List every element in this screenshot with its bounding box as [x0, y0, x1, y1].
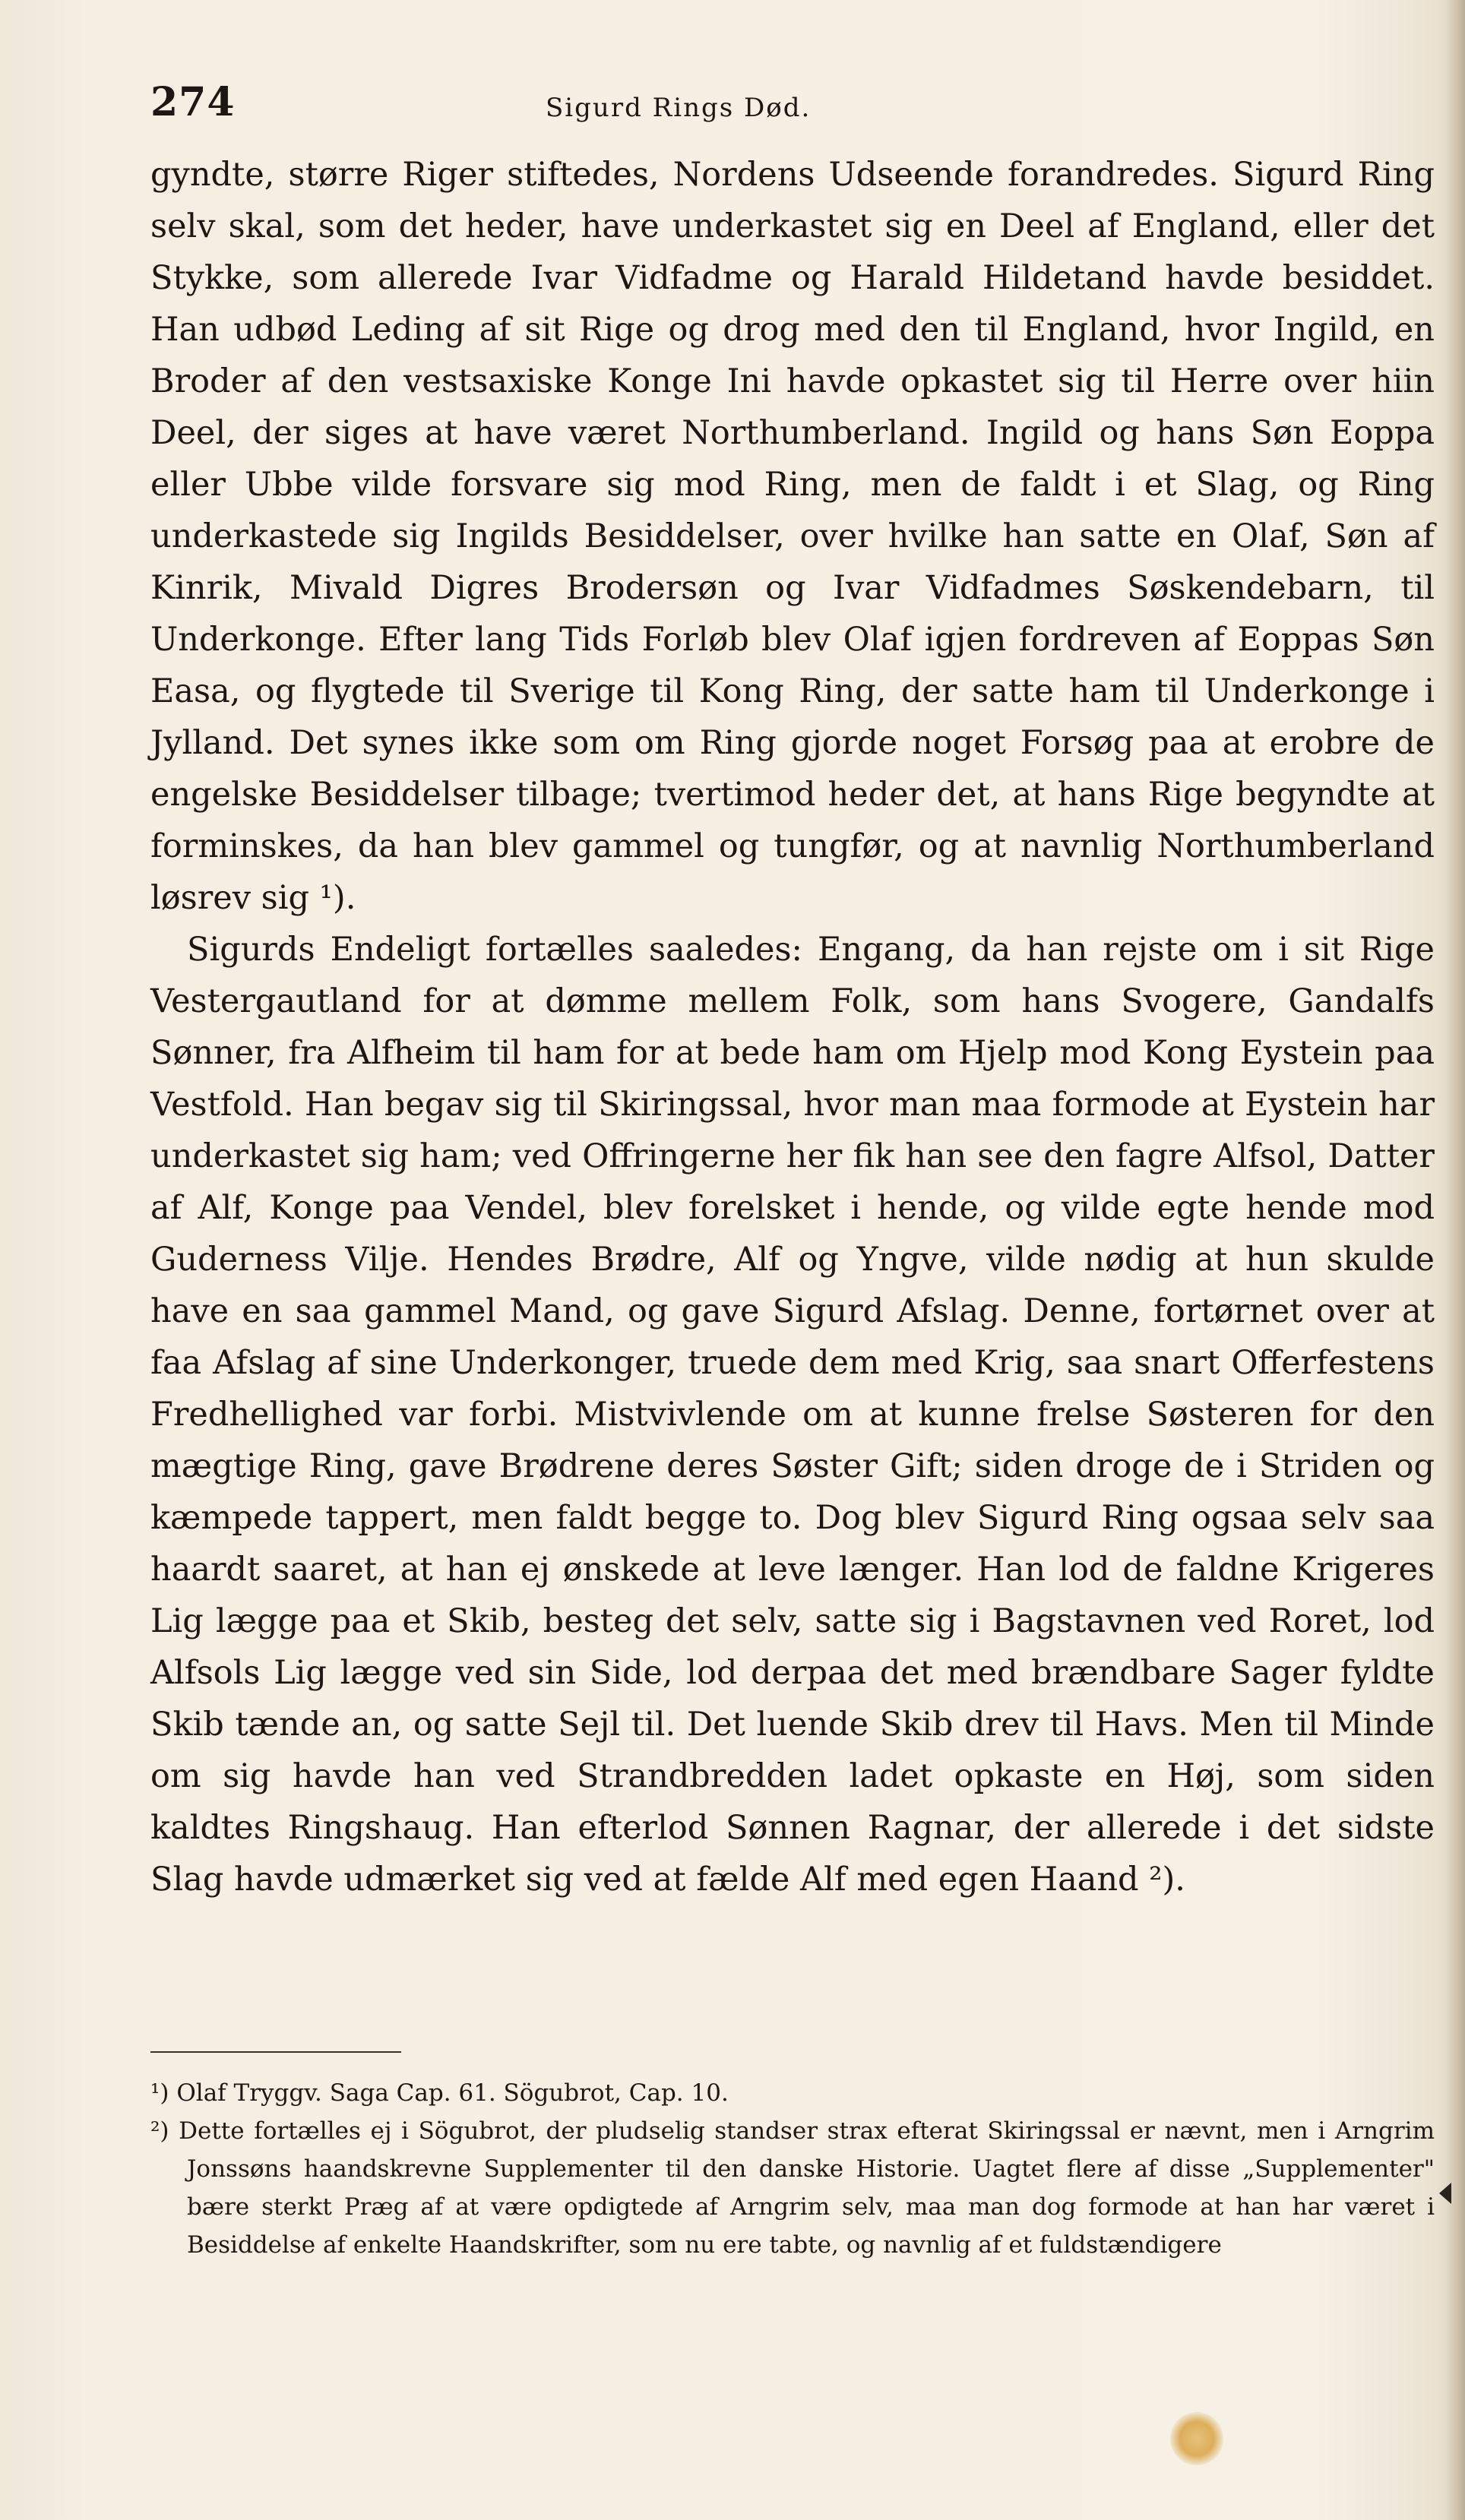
footnotes — [150, 2074, 1435, 2264]
body-text — [150, 149, 1435, 1905]
paragraph: gyndte, større Riger stiftedes, Nordens Udseende forandredes. Sigurd Ring selv skal, som det heder, have underkastet sig en Deel af England, eller det Stykke, som allerede Ivar Vidfadme og Harald Hildetand havde besiddet. Han udbød Leding af sit Rige og drog med den til England, hvor Ingild, en Broder af den vestsaxiske Konge Ini havde opkastet sig til Herre over hiin Deel, der siges at have været Northumberland. Ingild og hans Søn Eoppa eller Ubbe vilde forsvare sig mod Ring, men de faldt i et Slag, og Ring underkastede sig Ingilds Besiddelser, over hvilke han satte en Olaf, Søn af Kinrik, Mivald Digres Brodersøn og Ivar Vidfadmes Søskendebarn, til Underkonge. Efter lang Tids Forløb blev Olaf igjen fordreven af Eoppas Søn Easa, og flygtede til Sverige til Kong Ring, der satte ham til Underkonge i Jylland. Det synes ikke som om Ring gjorde noget Forsøg paa at erobre de engelske Besiddelser tilbage; tvertimod heder det, at hans Rige begyndte at forminskes, da han blev gammel og tungfør, og at navnlig Northumberland løsrev sig ¹). — [150, 156, 1435, 917]
page-number: 274 — [150, 79, 236, 125]
paragraph: Sigurds Endeligt fortælles saaledes: Engang, da han rejste om i sit Rige Vestergautland for at dømme mellem Folk, som hans Svogere, Gandalfs Sønner, fra Alfheim til ham for at bede ham om Hjelp mod Kong Eystein paa Vestfold. Han begav sig til Skiringssal, hvor man maa formode at Eystein har underkastet sig ham; ved Offringerne her fik han see den fagre Alfsol, Datter af Alf, Konge paa Vendel, blev forelsket i hende, og vilde egte hende mod Guderness Vilje. Hendes Brødre, Alf og Yngve, vilde nødig at hun skulde have en saa gammel Mand, og gave Sigurd Afslag. Denne, fortørnet over at faa Afslag af sine Underkonger, truede dem med Krig, saa snart Offerfestens Fredhellighed var forbi. Mistvivlende om at kunne frelse Søsteren for den mægtige Ring, gave Brødrene deres Søster Gift; siden droge de i Striden og kæmpede tappert, men faldt begge to. Dog blev Sigurd Ring ogsaa selv saa haardt saaret, at han ej ønskede at leve længer. Han lod de faldne Krigeres Lig lægge paa et Skib, besteg det selv, satte sig i Bagstavnen ved Roret, lod Alfsols Lig lægge ved sin Side, lod derpaa det med brændbare Sager fyldte Skib tænde an, og satte Sejl til. Det luende Skib drev til Havs. Men til Minde om sig havde han ved Strandbredden ladet opkaste en Høj, som siden kaldtes Ringshaug. Han efterlod Sønnen Ragnar, der allerede i det sidste Slag havde udmærket sig ved at fælde Alf med egen Haand ²). — [150, 931, 1435, 1899]
page-header — [150, 76, 1442, 137]
footnote: ²) Dette fortælles ej i Sögubrot, der pludselig standser strax efterat Skiringssal er nævnt, men i Arngrim Jonssøns haandskrevne Supplementer til den danske Historie. Uagtet flere af disse „Supplementer" bære sterkt Præg af at være opdigtede af Arngrim selv, maa man dog formode at han har været i Besiddelse af enkelte Haandskrifter, som nu ere tabte, og navnlig af et fuldstændigere — [150, 2117, 1435, 2259]
page-marker-icon — [1439, 2183, 1451, 2204]
paper-stain — [1170, 2412, 1223, 2465]
footnote-rule — [150, 2051, 401, 2053]
running-title: Sigurd Rings Død. — [546, 93, 812, 123]
page-edge — [1445, 0, 1465, 2520]
footnote: ¹) Olaf Tryggv. Saga Cap. 61. Sögubrot, Cap. 10. — [150, 2079, 729, 2107]
